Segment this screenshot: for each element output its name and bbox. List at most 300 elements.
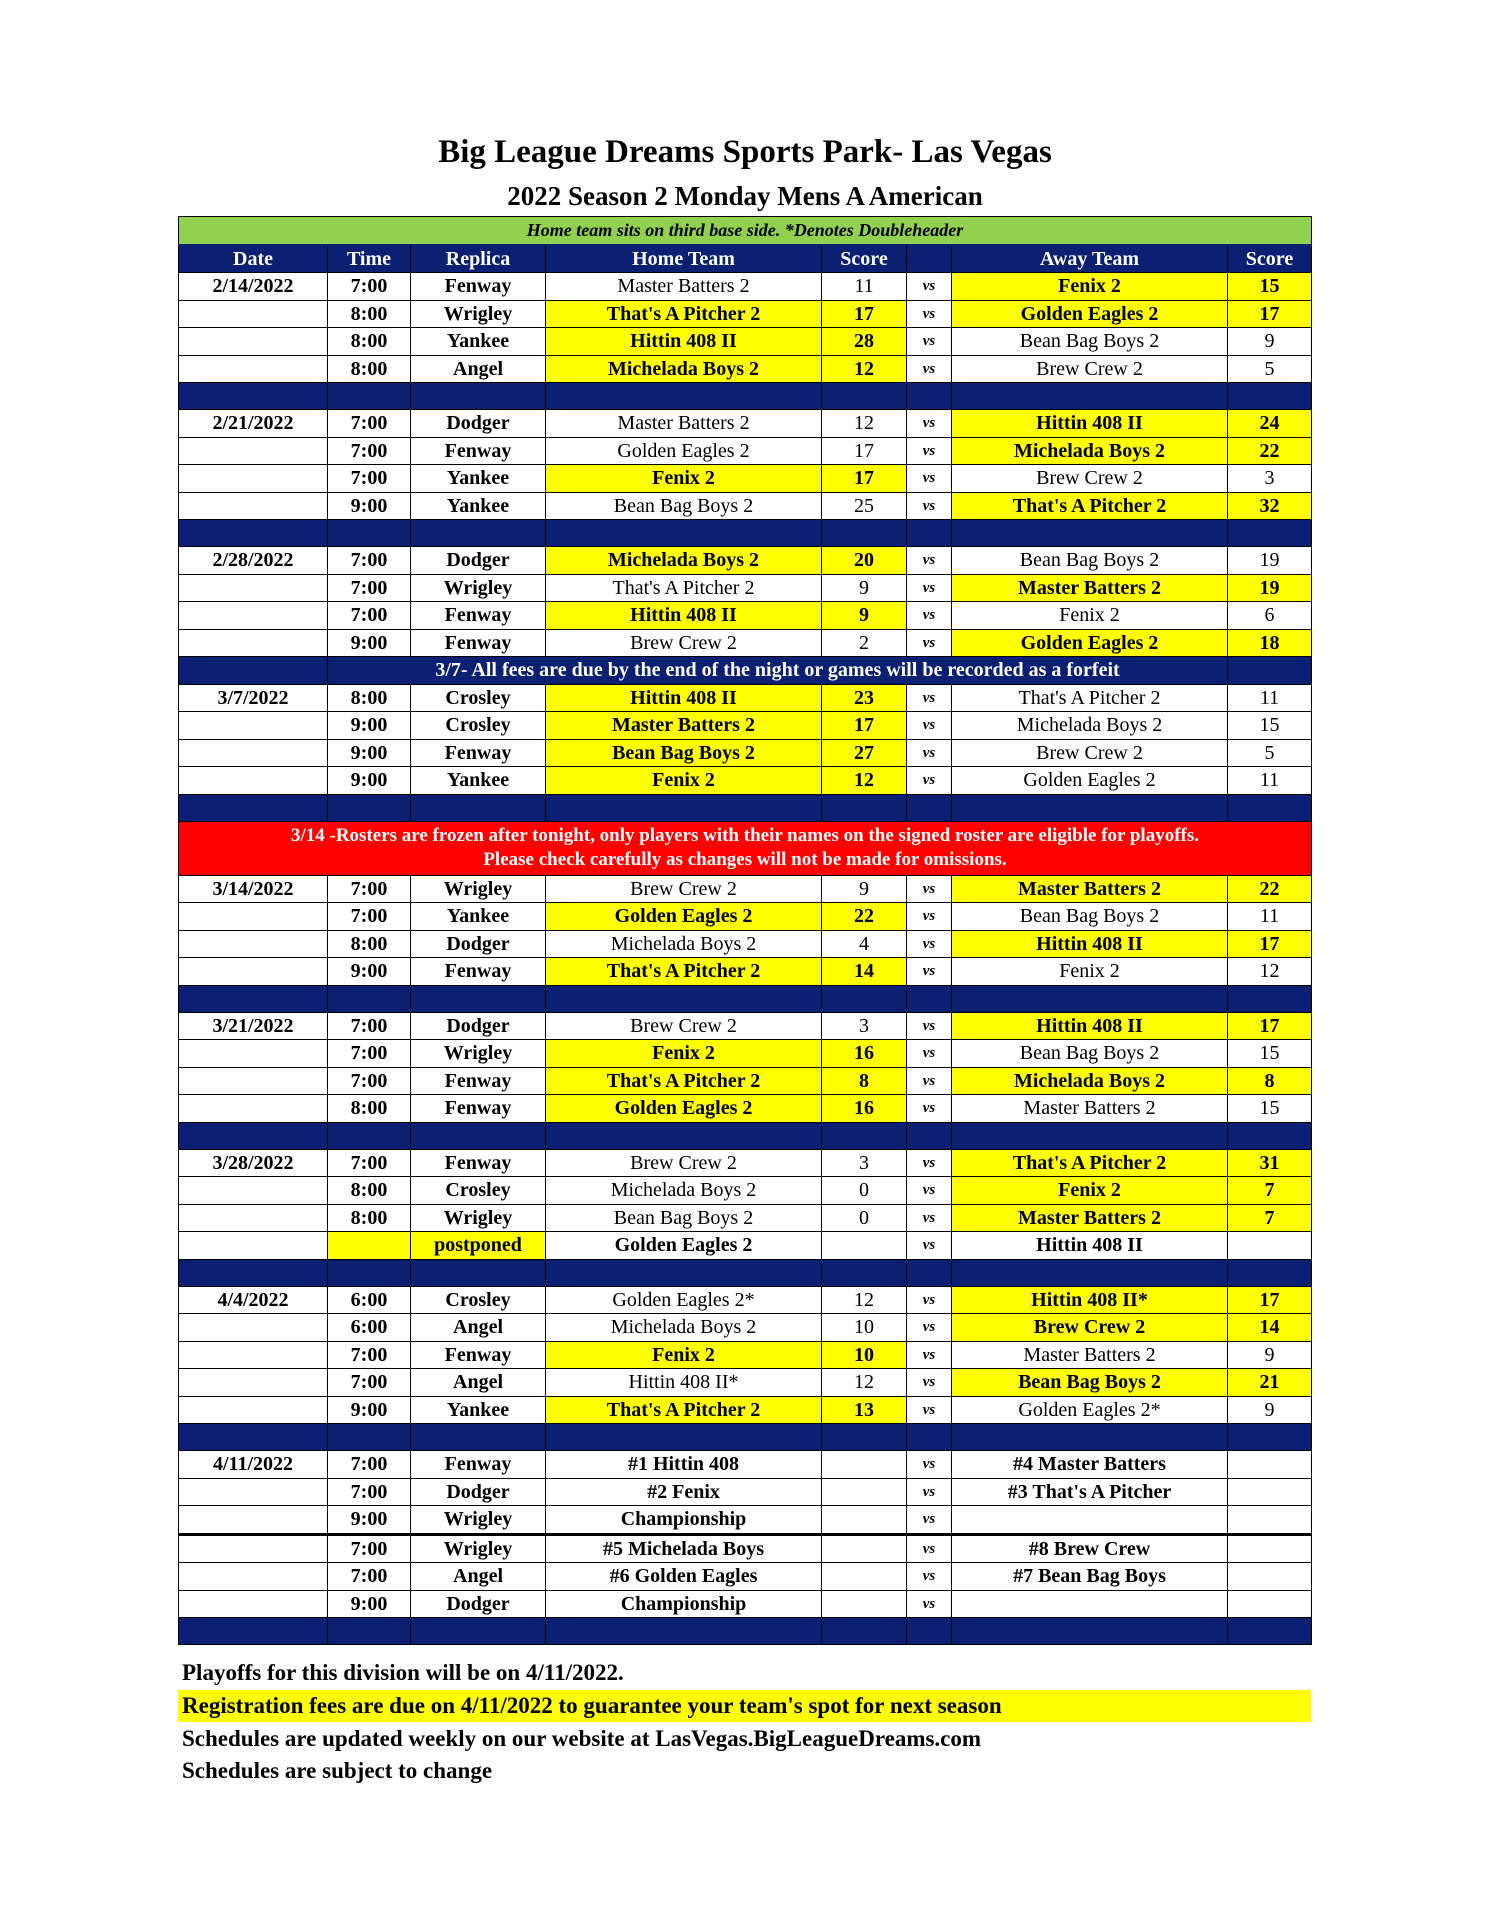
fees-note: 3/7- All fees are due by the end of the night or games will be recorded as a forfeit xyxy=(328,657,1228,685)
separator-cell xyxy=(179,1424,328,1451)
home-score: 9 xyxy=(822,602,907,630)
home-team: Championship xyxy=(546,1506,822,1535)
game-row xyxy=(179,1314,1312,1342)
game-replica-field: Dodger xyxy=(411,547,546,575)
game-time: 7:00 xyxy=(328,1369,411,1397)
game-replica-field: Fenway xyxy=(411,1095,546,1123)
separator-cell xyxy=(952,383,1228,410)
game-time: 9:00 xyxy=(328,767,411,795)
home-team: Championship xyxy=(546,1590,822,1618)
separator-cell xyxy=(411,383,546,410)
home-team: Master Batters 2 xyxy=(546,712,822,740)
away-score: 5 xyxy=(1228,355,1312,383)
home-team: #5 Michelada Boys xyxy=(546,1534,822,1563)
game-replica-field: Crosley xyxy=(411,1286,546,1314)
separator-cell xyxy=(411,1122,546,1149)
away-score xyxy=(1228,1451,1312,1479)
separator-cell xyxy=(1228,520,1312,547)
game-date xyxy=(179,1534,328,1563)
vs-label: vs xyxy=(907,767,952,795)
home-score: 2 xyxy=(822,629,907,657)
away-team: Michelada Boys 2 xyxy=(952,1067,1228,1095)
away-team: Bean Bag Boys 2 xyxy=(952,1369,1228,1397)
away-team: Hittin 408 II xyxy=(952,1232,1228,1260)
separator-cell xyxy=(822,383,907,410)
registration-note: Registration fees are due on 4/11/2022 to guarantee your team's spot for next season xyxy=(178,1690,1311,1722)
home-team-note-row xyxy=(179,217,1312,245)
header-row xyxy=(179,245,1312,273)
separator-cell xyxy=(952,1618,1228,1645)
away-score: 6 xyxy=(1228,602,1312,630)
change-note: Schedules are subject to change xyxy=(182,1758,493,1783)
away-score: 11 xyxy=(1228,903,1312,931)
game-row xyxy=(179,1012,1312,1040)
vs-label: vs xyxy=(907,1204,952,1232)
game-time: 9:00 xyxy=(328,1396,411,1424)
vs-label: vs xyxy=(907,712,952,740)
game-replica-field: Crosley xyxy=(411,684,546,712)
game-date xyxy=(179,1478,328,1506)
separator-row xyxy=(179,985,1312,1012)
away-score: 3 xyxy=(1228,465,1312,493)
home-score: 23 xyxy=(822,684,907,712)
away-team: That's A Pitcher 2 xyxy=(952,1149,1228,1177)
separator-cell xyxy=(328,1122,411,1149)
game-row xyxy=(179,492,1312,520)
game-replica-field: Yankee xyxy=(411,492,546,520)
separator-cell xyxy=(822,1122,907,1149)
vs-label: vs xyxy=(907,1506,952,1535)
game-replica-field: Wrigley xyxy=(411,300,546,328)
vs-label: vs xyxy=(907,1067,952,1095)
game-row xyxy=(179,739,1312,767)
game-row xyxy=(179,1286,1312,1314)
game-time: 7:00 xyxy=(328,465,411,493)
header-time: Time xyxy=(328,245,411,273)
game-time: 8:00 xyxy=(328,1177,411,1205)
away-score xyxy=(1228,1590,1312,1618)
game-time: 7:00 xyxy=(328,1012,411,1040)
game-time: 7:00 xyxy=(328,602,411,630)
separator-cell xyxy=(546,1618,822,1645)
header-away-score: Score xyxy=(1228,245,1312,273)
home-team: Hittin 408 II xyxy=(546,602,822,630)
vs-label: vs xyxy=(907,739,952,767)
vs-label: vs xyxy=(907,1369,952,1397)
fees-note-row xyxy=(179,657,1312,685)
away-team: Brew Crew 2 xyxy=(952,1314,1228,1342)
game-date xyxy=(179,767,328,795)
vs-label: vs xyxy=(907,1286,952,1314)
game-date xyxy=(179,300,328,328)
home-score xyxy=(822,1590,907,1618)
away-team: #4 Master Batters xyxy=(952,1451,1228,1479)
game-replica-field: Wrigley xyxy=(411,1040,546,1068)
separator-cell xyxy=(952,520,1228,547)
away-team: Bean Bag Boys 2 xyxy=(952,328,1228,356)
game-date: 2/14/2022 xyxy=(179,273,328,301)
game-row xyxy=(179,1506,1312,1535)
home-score: 22 xyxy=(822,903,907,931)
separator-cell xyxy=(822,520,907,547)
away-team: Master Batters 2 xyxy=(952,1095,1228,1123)
game-date xyxy=(179,492,328,520)
away-team: Fenix 2 xyxy=(952,1177,1228,1205)
away-score xyxy=(1228,1232,1312,1260)
home-score: 9 xyxy=(822,875,907,903)
game-date xyxy=(179,930,328,958)
away-team: Brew Crew 2 xyxy=(952,739,1228,767)
away-team: Fenix 2 xyxy=(952,602,1228,630)
separator-cell xyxy=(907,985,952,1012)
game-date xyxy=(179,739,328,767)
game-row xyxy=(179,1478,1312,1506)
game-time: 8:00 xyxy=(328,300,411,328)
game-time: 9:00 xyxy=(328,739,411,767)
separator-cell xyxy=(411,1618,546,1645)
home-score: 3 xyxy=(822,1012,907,1040)
away-team: Hittin 408 II xyxy=(952,1012,1228,1040)
separator-cell xyxy=(907,1424,952,1451)
separator-row xyxy=(179,1122,1312,1149)
vs-label: vs xyxy=(907,1012,952,1040)
roster-note xyxy=(179,821,1312,875)
vs-label: vs xyxy=(907,903,952,931)
away-team: Hittin 408 II* xyxy=(952,1286,1228,1314)
away-team: Hittin 408 II xyxy=(952,930,1228,958)
game-replica-field: Wrigley xyxy=(411,574,546,602)
separator-cell xyxy=(411,520,546,547)
game-date xyxy=(179,1314,328,1342)
vs-label: vs xyxy=(907,1149,952,1177)
game-date xyxy=(179,437,328,465)
game-time: 8:00 xyxy=(328,930,411,958)
vs-label: vs xyxy=(907,684,952,712)
separator-cell xyxy=(411,794,546,821)
separator-cell xyxy=(907,383,952,410)
away-team: Master Batters 2 xyxy=(952,574,1228,602)
home-score: 28 xyxy=(822,328,907,356)
note-blank-cell xyxy=(1228,657,1312,685)
game-row xyxy=(179,1396,1312,1424)
away-score: 15 xyxy=(1228,712,1312,740)
game-replica-field: Crosley xyxy=(411,1177,546,1205)
home-score: 0 xyxy=(822,1177,907,1205)
game-row xyxy=(179,355,1312,383)
home-team: Michelada Boys 2 xyxy=(546,930,822,958)
home-team: That's A Pitcher 2 xyxy=(546,574,822,602)
away-team: Golden Eagles 2* xyxy=(952,1396,1228,1424)
game-date xyxy=(179,1177,328,1205)
away-score: 32 xyxy=(1228,492,1312,520)
website-note: Schedules are updated weekly on our website at LasVegas.BigLeagueDreams.com xyxy=(182,1726,982,1751)
game-time: 7:00 xyxy=(328,1067,411,1095)
vs-label: vs xyxy=(907,1478,952,1506)
separator-cell xyxy=(328,985,411,1012)
away-team xyxy=(952,1590,1228,1618)
home-team: Fenix 2 xyxy=(546,767,822,795)
away-team: That's A Pitcher 2 xyxy=(952,684,1228,712)
game-replica-field: Yankee xyxy=(411,903,546,931)
header-vs-blank xyxy=(907,245,952,273)
home-score: 16 xyxy=(822,1040,907,1068)
game-replica-field: Fenway xyxy=(411,739,546,767)
separator-cell xyxy=(328,1424,411,1451)
home-team: Fenix 2 xyxy=(546,1040,822,1068)
home-score xyxy=(822,1451,907,1479)
game-date xyxy=(179,903,328,931)
game-row xyxy=(179,547,1312,575)
away-score: 24 xyxy=(1228,410,1312,438)
home-team: Brew Crew 2 xyxy=(546,875,822,903)
away-team: Master Batters 2 xyxy=(952,1341,1228,1369)
home-team: Bean Bag Boys 2 xyxy=(546,739,822,767)
home-team: That's A Pitcher 2 xyxy=(546,958,822,986)
separator-cell xyxy=(1228,985,1312,1012)
home-team: That's A Pitcher 2 xyxy=(546,300,822,328)
separator-cell xyxy=(1228,1122,1312,1149)
home-score: 4 xyxy=(822,930,907,958)
game-date: 3/21/2022 xyxy=(179,1012,328,1040)
away-score: 31 xyxy=(1228,1149,1312,1177)
vs-label: vs xyxy=(907,602,952,630)
game-row xyxy=(179,1232,1312,1260)
game-date xyxy=(179,1232,328,1260)
away-score: 21 xyxy=(1228,1369,1312,1397)
game-row xyxy=(179,1149,1312,1177)
game-date xyxy=(179,1204,328,1232)
home-team: Master Batters 2 xyxy=(546,273,822,301)
game-row xyxy=(179,1341,1312,1369)
game-replica-field: Yankee xyxy=(411,767,546,795)
away-score xyxy=(1228,1563,1312,1591)
game-row xyxy=(179,1177,1312,1205)
away-team: Brew Crew 2 xyxy=(952,355,1228,383)
game-date xyxy=(179,355,328,383)
game-time: 9:00 xyxy=(328,958,411,986)
away-team: Master Batters 2 xyxy=(952,875,1228,903)
game-date xyxy=(179,1341,328,1369)
separator-cell xyxy=(179,1122,328,1149)
game-row xyxy=(179,1563,1312,1591)
game-row xyxy=(179,1067,1312,1095)
game-row xyxy=(179,767,1312,795)
game-row xyxy=(179,875,1312,903)
separator-row xyxy=(179,1259,1312,1286)
home-score: 17 xyxy=(822,712,907,740)
vs-label: vs xyxy=(907,1177,952,1205)
vs-label: vs xyxy=(907,437,952,465)
separator-cell xyxy=(1228,383,1312,410)
game-date: 3/14/2022 xyxy=(179,875,328,903)
away-team: Golden Eagles 2 xyxy=(952,300,1228,328)
home-team: Hittin 408 II xyxy=(546,328,822,356)
game-row xyxy=(179,1204,1312,1232)
home-team: #6 Golden Eagles xyxy=(546,1563,822,1591)
game-replica-field: Angel xyxy=(411,1369,546,1397)
away-team: #3 That's A Pitcher xyxy=(952,1478,1228,1506)
home-team: Bean Bag Boys 2 xyxy=(546,1204,822,1232)
game-date xyxy=(179,1506,328,1535)
game-time: 7:00 xyxy=(328,1563,411,1591)
page-subtitle: 2022 Season 2 Monday Mens A American xyxy=(507,181,983,211)
game-replica-field: Crosley xyxy=(411,712,546,740)
away-team: Master Batters 2 xyxy=(952,1204,1228,1232)
away-score: 12 xyxy=(1228,958,1312,986)
game-date xyxy=(179,574,328,602)
game-date: 2/28/2022 xyxy=(179,547,328,575)
game-time: 7:00 xyxy=(328,1040,411,1068)
separator-cell xyxy=(328,1259,411,1286)
home-score: 17 xyxy=(822,437,907,465)
separator-cell xyxy=(546,985,822,1012)
away-score: 22 xyxy=(1228,437,1312,465)
game-time: 8:00 xyxy=(328,355,411,383)
away-score: 18 xyxy=(1228,629,1312,657)
vs-label: vs xyxy=(907,574,952,602)
separator-cell xyxy=(546,794,822,821)
vs-label: vs xyxy=(907,1534,952,1563)
away-score: 7 xyxy=(1228,1204,1312,1232)
game-date xyxy=(179,1369,328,1397)
game-replica-field: Dodger xyxy=(411,410,546,438)
home-team: Brew Crew 2 xyxy=(546,629,822,657)
away-score: 9 xyxy=(1228,328,1312,356)
vs-label: vs xyxy=(907,410,952,438)
separator-row xyxy=(179,1618,1312,1645)
home-team: Bean Bag Boys 2 xyxy=(546,492,822,520)
vs-label: vs xyxy=(907,1232,952,1260)
game-time: 7:00 xyxy=(328,1149,411,1177)
game-row xyxy=(179,328,1312,356)
away-score: 15 xyxy=(1228,273,1312,301)
game-replica-field: Angel xyxy=(411,1563,546,1591)
game-time: 8:00 xyxy=(328,1204,411,1232)
separator-cell xyxy=(1228,794,1312,821)
game-replica-field: Wrigley xyxy=(411,1506,546,1535)
game-date xyxy=(179,465,328,493)
home-team: Brew Crew 2 xyxy=(546,1012,822,1040)
separator-cell xyxy=(822,1424,907,1451)
game-row xyxy=(179,410,1312,438)
home-team: Hittin 408 II xyxy=(546,684,822,712)
separator-cell xyxy=(179,1618,328,1645)
playoffs-note: Playoffs for this division will be on 4/11/2022. xyxy=(182,1660,624,1685)
game-row xyxy=(179,629,1312,657)
home-score: 0 xyxy=(822,1204,907,1232)
vs-label: vs xyxy=(907,1040,952,1068)
separator-cell xyxy=(822,1259,907,1286)
home-team: That's A Pitcher 2 xyxy=(546,1067,822,1095)
away-score: 19 xyxy=(1228,547,1312,575)
vs-label: vs xyxy=(907,1314,952,1342)
away-score: 22 xyxy=(1228,875,1312,903)
vs-label: vs xyxy=(907,1451,952,1479)
game-replica-field: Fenway xyxy=(411,1067,546,1095)
game-replica-field: Wrigley xyxy=(411,1534,546,1563)
game-time: 9:00 xyxy=(328,492,411,520)
vs-label: vs xyxy=(907,1396,952,1424)
game-replica-field: Fenway xyxy=(411,273,546,301)
away-score xyxy=(1228,1478,1312,1506)
game-date xyxy=(179,1396,328,1424)
away-team: Fenix 2 xyxy=(952,958,1228,986)
game-row xyxy=(179,602,1312,630)
separator-cell xyxy=(907,1618,952,1645)
header-date: Date xyxy=(179,245,328,273)
separator-cell xyxy=(907,1122,952,1149)
separator-cell xyxy=(822,794,907,821)
game-time: 6:00 xyxy=(328,1314,411,1342)
vs-label: vs xyxy=(907,958,952,986)
separator-cell xyxy=(411,1424,546,1451)
home-team: #1 Hittin 408 xyxy=(546,1451,822,1479)
vs-label: vs xyxy=(907,300,952,328)
home-team: Golden Eagles 2 xyxy=(546,903,822,931)
header-home-score: Score xyxy=(822,245,907,273)
separator-cell xyxy=(546,1259,822,1286)
game-row xyxy=(179,958,1312,986)
separator-cell xyxy=(546,383,822,410)
game-row xyxy=(179,930,1312,958)
vs-label: vs xyxy=(907,629,952,657)
away-score: 5 xyxy=(1228,739,1312,767)
game-time: 9:00 xyxy=(328,1506,411,1535)
away-team xyxy=(952,1506,1228,1535)
separator-cell xyxy=(822,985,907,1012)
away-team: #7 Bean Bag Boys xyxy=(952,1563,1228,1591)
roster-note-line: Please check carefully as changes will not be made for omissions. xyxy=(483,849,1007,870)
away-team: Golden Eagles 2 xyxy=(952,629,1228,657)
game-time: 7:00 xyxy=(328,903,411,931)
game-row xyxy=(179,1451,1312,1479)
home-score xyxy=(822,1232,907,1260)
game-date xyxy=(179,1067,328,1095)
separator-cell xyxy=(179,794,328,821)
separator-cell xyxy=(952,1122,1228,1149)
vs-label: vs xyxy=(907,328,952,356)
game-row xyxy=(179,273,1312,301)
vs-label: vs xyxy=(907,1590,952,1618)
away-score: 9 xyxy=(1228,1341,1312,1369)
home-team-note: Home team sits on third base side. *Denotes Doubleheader xyxy=(179,217,1312,245)
home-team: Michelada Boys 2 xyxy=(546,547,822,575)
game-row xyxy=(179,300,1312,328)
home-team: Master Batters 2 xyxy=(546,410,822,438)
game-row xyxy=(179,1534,1312,1563)
home-score: 12 xyxy=(822,767,907,795)
away-team: That's A Pitcher 2 xyxy=(952,492,1228,520)
away-score: 19 xyxy=(1228,574,1312,602)
game-replica-field: Angel xyxy=(411,1314,546,1342)
game-row xyxy=(179,574,1312,602)
roster-note-row xyxy=(179,821,1312,875)
game-row xyxy=(179,684,1312,712)
away-team: Brew Crew 2 xyxy=(952,465,1228,493)
home-score: 16 xyxy=(822,1095,907,1123)
game-replica-field: Yankee xyxy=(411,1396,546,1424)
home-score: 27 xyxy=(822,739,907,767)
game-time: 7:00 xyxy=(328,437,411,465)
game-date xyxy=(179,602,328,630)
separator-cell xyxy=(1228,1259,1312,1286)
schedule-table xyxy=(178,216,1312,1645)
vs-label: vs xyxy=(907,1563,952,1591)
away-score: 14 xyxy=(1228,1314,1312,1342)
header-away-team: Away Team xyxy=(952,245,1228,273)
game-time xyxy=(328,1232,411,1260)
separator-cell xyxy=(179,520,328,547)
